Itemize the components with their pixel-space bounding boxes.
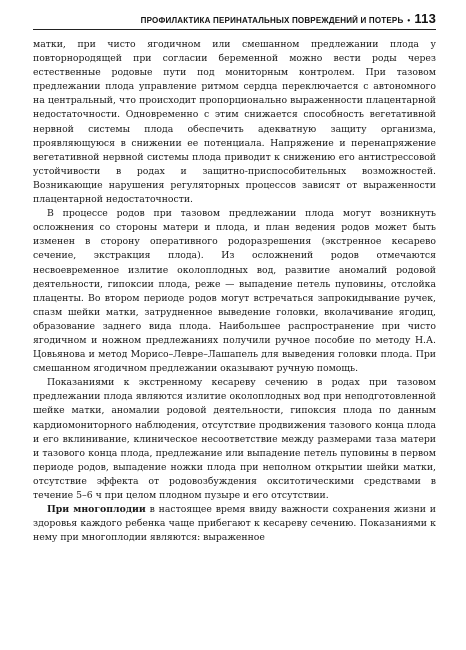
paragraph-4-text: в настоящее время ввиду важности сохранения жизни и здоровья каждого ребенка чаще прибегают к кесареву сечению. Показаниями к нему при многоплодии являются: выраженное (33, 504, 436, 544)
paragraph-3 (33, 376, 436, 503)
paragraph-3-text: Показаниями к экстренному кесареву сечению в родах при тазовом предлежании плода являются излитие околоплодных вод при неподготовленной шейке матки, аномалии родовой деятельности, гипоксия плода по данным кардиомониторного наблюдения, отсутствие продвижения тазового конца плода и его вклинивание, клиническое несоответствие между размерами таза матери и тазового конца плода, предлежание или выпадение петель пуповины в первом периоде родов, выпадение ножки плода при неполном открытии шейки матки, отсутствие эффекта от родовозбуждения окситотическими средствами в течение 5–6 ч при целом плодном пузыре и его отсутствии. (33, 377, 436, 501)
page-number: 113 (414, 11, 436, 26)
header-rule (33, 29, 436, 30)
header-separator: • (407, 16, 411, 25)
running-title: ПРОФИЛАКТИКА ПЕРИНАТАЛЬНЫХ ПОВРЕЖДЕНИЙ И ПОТЕРЬ (140, 16, 404, 25)
paragraph-4 (33, 503, 436, 545)
paragraph-4-lead: При многоплодии (47, 504, 146, 516)
paragraph-2 (33, 207, 436, 376)
body-text (33, 38, 436, 545)
running-header (33, 11, 436, 26)
paragraph-1-text: матки, при чисто ягодичном или смешанном предлежании плода у повторнородящей при согласии беременной можно вести роды через естественные родовые пути под мониторным контролем. При тазовом предлежании плода управление ритмом сердца переключается с автономного на центральный, что происходит пропорционально выраженности плацентарной недостаточности. Одновременно с этим снижается способность вегетативной нервной системы плода обеспечить адекватную защиту организма, проявляющуюся в снижении ее потенциала. Напряжение и перенапряжение вегетативной нервной системы плода приводит к снижению его антистрессовой устойчивости в родах и защитно-приспособительных возможностей. Возникающие нарушения регуляторных процессов зависят от выраженности плацентарной недостаточности. (33, 39, 436, 206)
paragraph-2-text: В процессе родов при тазовом предлежании плода могут возникнуть осложнения со стороны матери и плода, и план ведения родов может быть изменен в сторону оперативного родоразрешения (экстренное кесарево сечение, экстракция плода). Из осложнений родов отмечаются несвоевременное излитие околоплодных вод, развитие аномалий родовой деятельности, гипоксии плода, реже — выпадение петель пуповины, отслойка плаценты. Во втором периоде родов могут встречаться запрокидывание ручек, спазм шейки матки, затрудненное выведение головки, вколачивание ягодиц, образование заднего вида плода. Наибольшее распространение при чисто ягодичном и ножном предлежаниях получили ручное пособие по методу Н.А. Цовьянова и метод Морисо–Левре–Лашапель для выведения головки плода. При смешанном ягодичном предлежании оказывают ручную помощь. (33, 208, 436, 375)
paragraph-1 (33, 38, 436, 207)
